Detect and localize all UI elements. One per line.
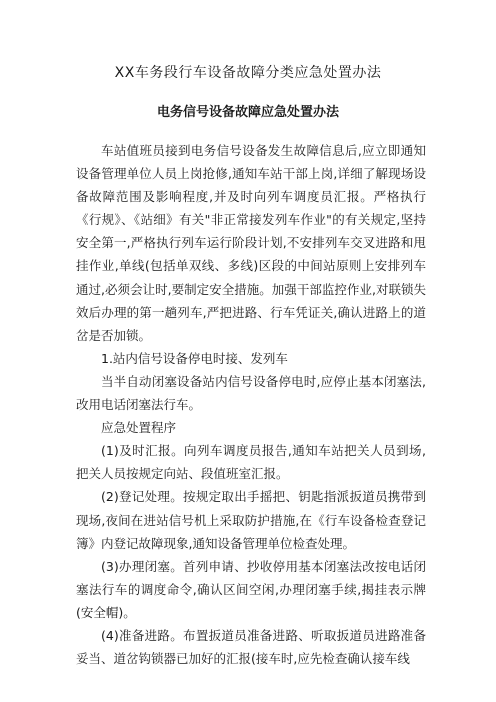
intro-paragraph: 车站值班员接到电务信号设备发生故障信息后,应立即通知设备管理单位人员上岗抢修,通知车站干部上岗,详细了解现场设备故障范围及影响程度,并及时向列车调度员汇报。严格执行《行规》、《站细》有关"非正常接发列车作业"的有关规定,坚持安全第一,严格执行列车运行阶段计划,不安排列车交叉进路和甩挂作业,单线(包括单双线、多线)区段的中间站原则上安排列车通过,必须会让时,要制定安全措施。加强干部监控作业,对联锁失效后办理的第一趟列车,严把进路、行车凭证关,确认进路上的道岔是否加锁。 <box>76 143 426 343</box>
document-body <box>76 139 426 670</box>
paragraph-power-outage: 当半自动闭塞设备站内信号设备停电时,应停止基本闭塞法,改用电话闭塞法行车。 <box>76 373 426 413</box>
heading-1: 1.站内信号设备停电时接、发列车 <box>101 350 288 366</box>
procedure-step-4: (4)准备进路。布置扳道员准备进路、听取扳道员进路准备妥当、道岔钩锁器已加好的汇报(接车时,应先检查确认接车线 <box>76 627 426 667</box>
procedure-heading: 应急处置程序 <box>101 420 177 436</box>
procedure-step-1: (1)及时汇报。向列车调度员报告,通知车站把关人员到场,把关人员按规定向站、段值班室汇报。 <box>76 443 426 482</box>
section-title: 电务信号设备故障应急处置办法 <box>156 105 339 120</box>
procedure-step-3: (3)办理闭塞。首列申请、抄收停用基本闭塞法改按电话闭塞法行车的调度命令,确认区间空闲,办理闭塞手续,揭挂表示牌(安全帽)。 <box>76 558 426 620</box>
procedure-step-2: (2)登记处理。按规定取出手摇把、钥匙指派扳道员携带到现场,夜间在进站信号机上采取防护措施,在《行车设备检查登记簿》内登记故障现象,通知设备管理单位检查处理。 <box>76 489 426 551</box>
document-title: XX车务段行车设备故障分类应急处置办法 <box>114 65 382 81</box>
